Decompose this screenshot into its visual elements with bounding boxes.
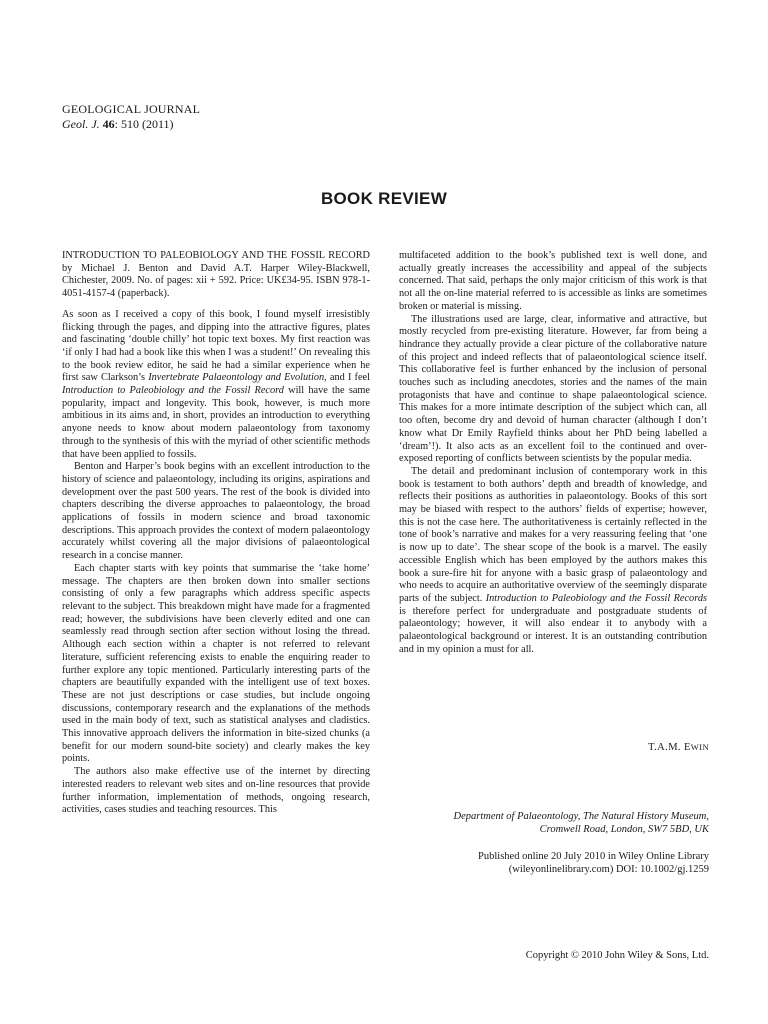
paragraph-4: The authors also make effective use of the internet by directing interested readers to relevant web sites and on-line resources that provide further information, implementation of methods, ongoing research, activities, cases studies and teaching resources. This (62, 766, 370, 816)
book-title-italic: Introduction to Paleobiology and the Fossil Record (62, 385, 284, 397)
paragraph-1-text-a: As soon as I received a copy of this book, I found myself irresistibly flicking through the pages, and dipping into the attractive figures, plates and fascinating ‘double chilly’ hot topic text boxes. My first reaction was ‘if only I had had a book like this when I was a student!’ On revealing this to the book review editor, he said he had a similar experience when he first saw Clarkson’s (62, 308, 370, 384)
copyright-notice: Copyright © 2010 John Wiley & Sons, Ltd. (525, 950, 709, 961)
paragraph-7-text-b: is therefore perfect for undergraduate and postgraduate students of palaeontology; however, it will also endear it to anybody with a palaeontological background or interest. It is an outstanding contribution and in my opinion a must for all. (399, 605, 707, 655)
affiliation-line: Department of Palaeontology, The Natural History Museum, (453, 811, 709, 822)
affiliation-line: Cromwell Road, London, SW7 5BD, UK (539, 824, 709, 835)
journal-pages-year: : 510 (2011) (114, 117, 174, 131)
paragraph-6: The illustrations used are large, clear, informative and attractive, but mostly recycled from pre-existing literature. However, far from being a hindrance they actually provide a clear picture of the collaborative nature of this project and indeed reflects that of palaeontological science itself. This collaborative feel is further enhanced by the inclusion of personal touches such as including anecdotes, stories and the names of the main protagonists that have and continue to shape palaeontological science. This makes for a more intimate description of the subject which can, all too often, become dry and devoid of human character (although I don’t know what Dr Emily Rayfield thinks about her PhD being labelled a ‘dream’!). It also acts as an excellent foil to the continued and over-exposed reporting of conflicts between scientists by the popular media. (399, 313, 707, 465)
paragraph-1-text-c: will have the same popularity, impact and longevity. This book, however, is much more ambitious in its aims and, in short, provides an introduction to everything anyone needs to know about modern palaeontology from taxonomy through to the synthesis of this with the myriad of other scientific methods that have been applied to fossils. (62, 385, 370, 460)
paragraph-7-text-a: The detail and predominant inclusion of contemporary work in this book is testament to both authors’ depth and breadth of knowledge, and reflects their positions as authorities in palaeontology. Books of this sort may be biased with respect to the authors’ fields of expertise; however, this is not the case here. The authoritativeness is certainly reflected in the tone of book’s narrative and makes for a very reassuring feeling that ‘one is now up to date’. The shear scope of the book is a marvel. The easily accessible English which has been employed by the authors makes this book a sure-fire hit for anyone with a basic grasp of palaeontology and who needs to acquire an authoritative overview of the seemingly disparate parts of the subject. (399, 465, 707, 604)
reviewer-initials: T.A.M. E (648, 742, 691, 753)
paragraph-3: Each chapter starts with key points that summarise the ‘take home’ message. The chapters are then broken down into smaller sections consisting of only a few paragraphs which address specific aspects relevant to the subject. This breakdown might have made for a fragmented read; however, the subdivisions have been cleverly edited and one can seamlessly read through section after section without losing the thread. Although each section within a chapter is not referred to relevant literature, sufficient referencing exists to enable the enquiring reader to further explore any topic mentioned. Particularly interesting parts of the chapters are beautifully expanded with the intelligent use of text boxes. These are not just descriptions or case studies, but include ongoing discussions, contemporary research and the explanations of the methods used in the main body of text, such as statistical analyses and cladistics. This innovative approach delivers the information in bite-sized chunks (a benefit for our modern sound-bite society) and clearly makes the key points. (62, 562, 370, 765)
paragraph-5: multifaceted addition to the book’s published text is well done, and actually greatly increases the accessibility and appeal of the subjects concerned. That said, perhaps the only major criticism of this work is that not all the on-line material referred to is accessible as links are sometimes broken or material is missing. (399, 250, 707, 312)
book-title-italic: Invertebrate Palaeontology and Evolution (148, 372, 325, 384)
left-column (62, 250, 370, 817)
journal-citation (62, 117, 200, 132)
paragraph-1-text-b: , and I feel (324, 372, 370, 384)
reviewer-signature (648, 742, 709, 753)
journal-volume: 46 (102, 117, 115, 131)
journal-abbrev: Geol. J. (62, 117, 100, 131)
journal-header (62, 102, 200, 132)
book-citation: INTRODUCTION TO PALEOBIOLOGY AND THE FOSSIL RECORD by Michael J. Benton and David A.T. Harper Wiley-Blackwell, Chichester, 2009. No. of pages: xii + 592. Price: UK£34-95. ISBN 978-1-4051-4157-4 (paperback). (62, 250, 370, 300)
right-column (399, 250, 707, 657)
paragraph-7 (399, 466, 707, 657)
reviewer-affiliation (389, 810, 709, 836)
published-line: Published online 20 July 2010 in Wiley Online Library (478, 851, 709, 862)
doi-line: (wileyonlinelibrary.com) DOI: 10.1002/gj.1259 (508, 864, 709, 875)
article-title: BOOK REVIEW (320, 189, 448, 208)
publication-info (389, 850, 709, 876)
paragraph-2: Benton and Harper’s book begins with an excellent introduction to the history of science and palaeontology, including its origins, aspirations and development over the past 500 years. The rest of the book is divided into chapters describing the diverse approaches to palaeontology, the broad applications of fossils in modern science and broad taxonomic descriptions. This approach provides the context of modern palaeontology accurately whilst covering all the major divisions of palaeontological research in a concise manner. (62, 461, 370, 562)
paragraph-1 (62, 309, 370, 461)
book-title-italic: Introduction to Paleobiology and the Fossil Records (485, 592, 707, 604)
journal-name: GEOLOGICAL JOURNAL (62, 102, 201, 116)
reviewer-surname-smallcaps: WIN (690, 742, 709, 752)
